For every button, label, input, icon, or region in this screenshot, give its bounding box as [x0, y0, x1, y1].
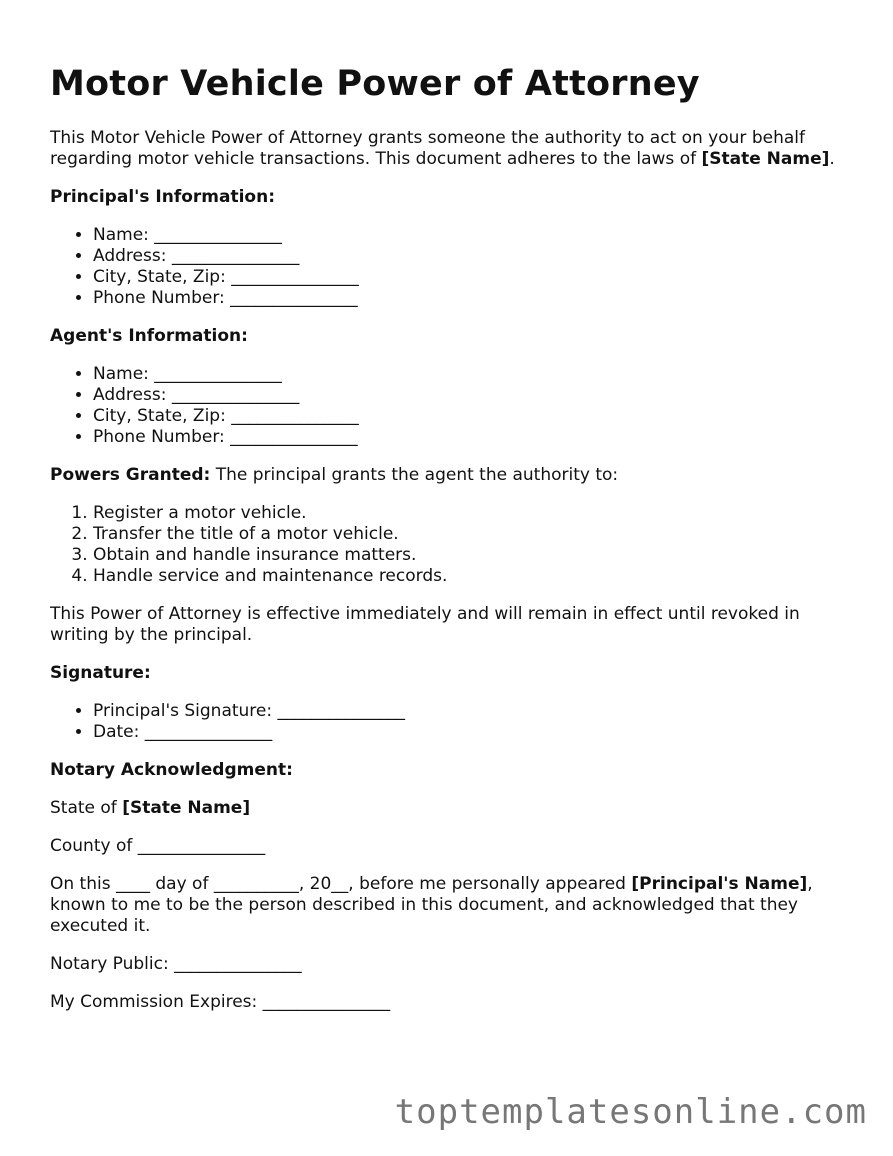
principal-signature-item: • Principal's Signature: _______________ — [93, 701, 850, 722]
notary-statement — [50, 874, 850, 937]
power-item: 1. Register a motor vehicle. — [93, 503, 850, 524]
power-item: 4. Handle service and maintenance records. — [93, 566, 850, 587]
intro-paragraph — [50, 128, 850, 170]
power-item: 2. Transfer the title of a motor vehicle. — [93, 524, 850, 545]
notary-principal-name: [Principal's Name] — [631, 874, 808, 894]
signature-date-item: • Date: _______________ — [93, 722, 850, 743]
powers-label: Powers Granted: — [50, 465, 211, 485]
agent-name-item: • Name: _______________ — [93, 364, 850, 385]
agent-city-item: • City, State, Zip: _______________ — [93, 406, 850, 427]
principal-address-item: • Address: _______________ — [93, 246, 850, 267]
powers-paragraph — [50, 465, 850, 486]
notary-known: , known to me to be the person described in this document, and acknowledged that they executed it. — [50, 874, 813, 936]
notary-heading: Notary Acknowledgment: — [50, 760, 293, 780]
effective-paragraph: This Power of Attorney is effective immediately and will remain in effect until revoked in writing by the principal. — [50, 604, 800, 645]
watermark-text: toptemplatesonline.com — [394, 1092, 867, 1132]
notary-state-name: [State Name] — [122, 798, 251, 818]
notary-state — [50, 798, 850, 819]
agent-phone-item: • Phone Number: _______________ — [93, 427, 850, 448]
intro-text: This Motor Vehicle Power of Attorney grants someone the authority to act on your behalf regarding motor vehicle transactions. This document adheres to the laws of — [50, 128, 805, 169]
notary-state-prefix: State of — [50, 798, 123, 818]
principal-city-item: • City, State, Zip: _______________ — [93, 267, 850, 288]
principal-list — [50, 225, 850, 309]
principal-phone-item: • Phone Number: _______________ — [93, 288, 850, 309]
principal-heading: Principal's Information: — [50, 187, 275, 207]
signature-heading: Signature: — [50, 663, 151, 683]
signature-list — [50, 701, 850, 743]
document-title: Motor Vehicle Power of Attorney — [50, 64, 700, 104]
notary-public: Notary Public: _______________ — [50, 954, 302, 974]
power-item: 3. Obtain and handle insurance matters. — [93, 545, 850, 566]
notary-on-this: On this ____ day of __________, 20__, before me personally appeared — [50, 874, 632, 894]
agent-heading: Agent's Information: — [50, 326, 248, 346]
agent-list — [50, 364, 850, 448]
principal-name-item: • Name: _______________ — [93, 225, 850, 246]
intro-state-name: [State Name] — [701, 149, 830, 169]
notary-county: County of _______________ — [50, 836, 266, 856]
powers-list — [50, 503, 850, 587]
intro-end: . — [829, 149, 835, 169]
agent-address-item: • Address: _______________ — [93, 385, 850, 406]
document-page — [50, 62, 850, 1030]
notary-commission-expires: My Commission Expires: _______________ — [50, 992, 391, 1012]
powers-text: The principal grants the agent the authority to: — [210, 465, 619, 485]
